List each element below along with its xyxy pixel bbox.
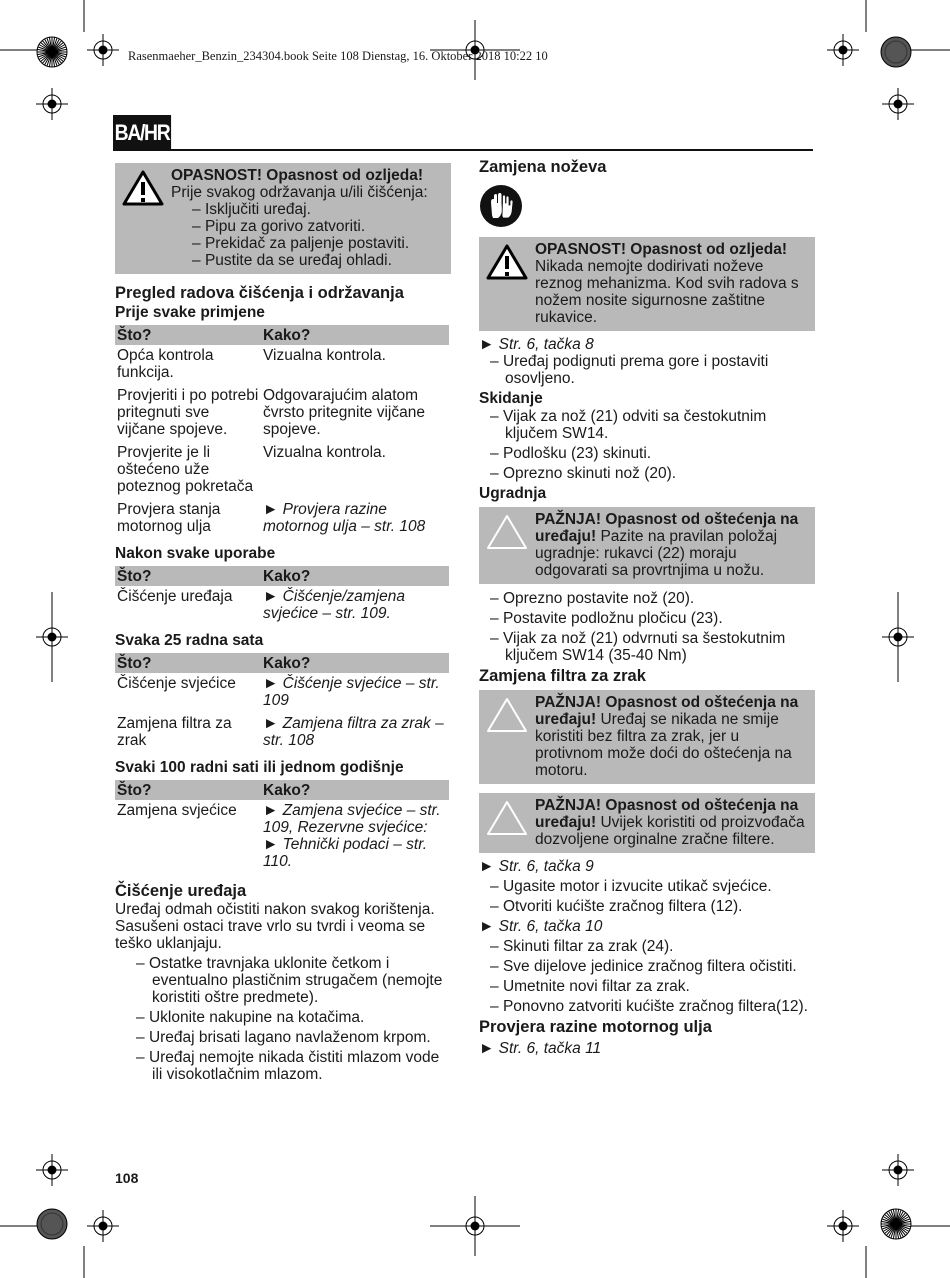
right-column	[479, 158, 815, 1057]
list-item: – Ugasite motor i izvucite utikač svjećice.	[479, 878, 815, 895]
table-cell: Vizualna kontrola.	[263, 347, 386, 364]
table-header: Što?	[115, 780, 261, 800]
list-item: – Oprezno postavite nož (20).	[479, 590, 815, 607]
table-row	[115, 345, 449, 385]
list-item: – Otvoriti kućište zračnog filtera (12).	[479, 898, 815, 915]
list-item: – Uklonite nakupine na kotačima.	[126, 1009, 451, 1026]
reference: ► Str. 6, tačka 8	[479, 336, 815, 353]
list-item: – Sve dijelove jedinice zračnog filtera očistiti.	[479, 958, 815, 975]
header-rule	[113, 149, 813, 151]
reference: ► Str. 6, tačka 11	[479, 1040, 815, 1057]
table-row	[115, 442, 449, 499]
list-item: – Prekidač za paljenje postaviti.	[182, 235, 445, 252]
caution-text: Uređaj se nikada ne smije koristiti bez filtra za zrak, jer u protivnom može doći do oštećenja na motoru.	[535, 711, 792, 779]
table-row	[115, 713, 449, 753]
table-cell: Zamjena filtra za zrak	[117, 715, 232, 749]
table-cell: Čišćenje svjećice	[117, 675, 236, 692]
maintenance-table	[115, 566, 449, 626]
maintenance-table	[115, 653, 449, 753]
list-item: – Umetnite novi filtar za zrak.	[479, 978, 815, 995]
section-title: Svaki 100 radni sati ili jednom godišnje	[115, 759, 404, 776]
caution-text: Uvijek koristiti od proizvođača dozvoljene orginalne zračne filtere.	[535, 814, 805, 848]
list-item: – Podlošku (23) skinuti.	[479, 445, 815, 462]
caution-box-install	[479, 507, 815, 584]
table-header: Kako?	[261, 780, 449, 800]
section-title: Nakon svake uporabe	[115, 545, 276, 562]
table-cell: Opća kontrola funkcija.	[117, 347, 214, 381]
table-cell: Vizualna kontrola.	[263, 444, 386, 461]
language-tab: BA/HR	[113, 115, 171, 151]
table-row	[115, 499, 449, 539]
table-row	[115, 800, 449, 874]
list-item: – Vijak za nož (21) odvrnuti sa šestokutnim ključem SW14 (35-40 Nm)	[479, 630, 815, 664]
table-header: Što?	[115, 566, 261, 586]
cleaning-list	[115, 955, 451, 1083]
maintenance-table	[115, 780, 449, 874]
print-header-line: Rasenmaeher_Benzin_234304.book Seite 108 Dienstag, 16. Oktober 2018 10:22 10	[128, 49, 548, 63]
danger-box-knives	[479, 237, 815, 331]
list-item: – Pustite da se uređaj ohladi.	[182, 252, 445, 269]
caution-box-original-filter	[479, 793, 815, 853]
table-header: Što?	[115, 325, 261, 345]
overview-title: Pregled radova čišćenja i održavanja	[115, 284, 404, 302]
left-column	[115, 163, 451, 1083]
table-cell: ► Čišćenje/zamjena svjećice – str. 109.	[263, 588, 405, 622]
table-cell: ► Provjera razine motornog ulja – str. 108	[263, 501, 426, 535]
cleaning-text: Uređaj odmah očistiti nakon svakog korištenja. Sasušeni ostaci trave vrlo su tvrdi i veoma se teško uklanjaju.	[115, 901, 435, 952]
reference: ► Str. 6, tačka 9	[479, 858, 815, 875]
table-cell: ► Zamjena svjećice – str. 109, Rezervne svjećice: ► Tehnički podaci – str. 110.	[263, 802, 441, 870]
danger-text: Nikada nemojte dodirivati noževe reznog mehanizma. Kod svih radova s nožem nosite sigurnosne zaštitne rukavice.	[535, 258, 799, 326]
knives-title: Zamjena noževa	[479, 158, 607, 176]
table-cell: Zamjena svjećice	[117, 802, 237, 819]
list-item: – Isključiti uređaj.	[182, 201, 445, 218]
gloves-icon	[480, 185, 522, 227]
filter-title: Zamjena filtra za zrak	[479, 667, 646, 685]
table-cell: Provjera stanja motornog ulja	[117, 501, 221, 535]
section-title: Svaka 25 radna sata	[115, 632, 264, 649]
oil-title: Provjera razine motornog ulja	[479, 1018, 712, 1036]
caution-title: PAŽNJA! Opasnost od oštećenja na uređaju!	[535, 511, 799, 545]
list-item: – Uređaj podignuti prema gore i postaviti osovljeno.	[479, 353, 815, 387]
list-item: – Uređaj brisati lagano navlaženom krpom.	[126, 1029, 451, 1046]
list-item: – Postavite podložnu pločicu (23).	[479, 610, 815, 627]
cleaning-title: Čišćenje uređaja	[115, 882, 247, 900]
table-cell: Odgovarajućim alatom čvrsto pritegnite vijčane spojeve.	[263, 387, 425, 438]
reference: ► Str. 6, tačka 10	[479, 918, 815, 935]
table-cell: ► Čišćenje svjećice – str. 109	[263, 675, 440, 709]
page-number: 108	[115, 1170, 139, 1186]
table-header: Što?	[115, 653, 261, 673]
section-title: Prije svake primjene	[115, 304, 265, 321]
removal-title: Skidanje	[479, 390, 543, 407]
danger-list	[171, 201, 445, 269]
list-item: – Pipu za gorivo zatvoriti.	[182, 218, 445, 235]
caution-triangle-icon	[486, 800, 528, 836]
caution-text: Pazite na pravilan položaj ugradnje: rukavci (22) moraju odgovarati sa provrtnjima u nožu.	[535, 528, 778, 579]
list-item: – Ponovno zatvoriti kućište zračnog filtera(12).	[479, 998, 815, 1015]
danger-box-maintenance	[115, 163, 451, 274]
caution-title: PAŽNJA! Opasnost od oštećenja na uređaju!	[535, 797, 799, 831]
caution-triangle-icon	[486, 514, 528, 550]
table-cell: Provjerite je li oštećeno uže poteznog pokretača	[117, 444, 254, 495]
danger-title: OPASNOST! Opasnost od ozljeda!	[535, 241, 788, 258]
install-title: Ugradnja	[479, 485, 547, 502]
danger-title: OPASNOST! Opasnost od ozljeda!	[171, 167, 424, 184]
danger-intro: Prije svakog održavanja u/ili čišćenja:	[171, 184, 428, 201]
caution-triangle-icon	[486, 697, 528, 733]
table-row	[115, 586, 449, 626]
list-item: – Skinuti filtar za zrak (24).	[479, 938, 815, 955]
table-row	[115, 385, 449, 442]
table-header: Kako?	[261, 653, 449, 673]
table-header: Kako?	[261, 325, 449, 345]
table-cell: Provjeriti i po potrebi pritegnuti sve vijčane spojeve.	[117, 387, 259, 438]
list-item: – Ostatke travnjaka uklonite četkom i eventualno plastičnim strugačem (nemojte koristiti oštre predmete).	[126, 955, 451, 1006]
table-cell: Čišćenje uređaja	[117, 588, 233, 605]
maintenance-table	[115, 325, 449, 539]
table-cell: ► Zamjena filtra za zrak – str. 108	[263, 715, 444, 749]
table-row	[115, 673, 449, 713]
caution-title: PAŽNJA! Opasnost od oštećenja na uređaju!	[535, 694, 799, 728]
caution-box-filter	[479, 690, 815, 784]
list-item: – Vijak za nož (21) odviti sa čestokutnim ključem SW14.	[479, 408, 815, 442]
list-item: – Uređaj nemojte nikada čistiti mlazom vode ili visokotlačnim mlazom.	[126, 1049, 451, 1083]
warning-triangle-icon	[486, 244, 528, 280]
table-header: Kako?	[261, 566, 449, 586]
list-item: – Oprezno skinuti nož (20).	[479, 465, 815, 482]
warning-triangle-icon	[122, 170, 164, 206]
